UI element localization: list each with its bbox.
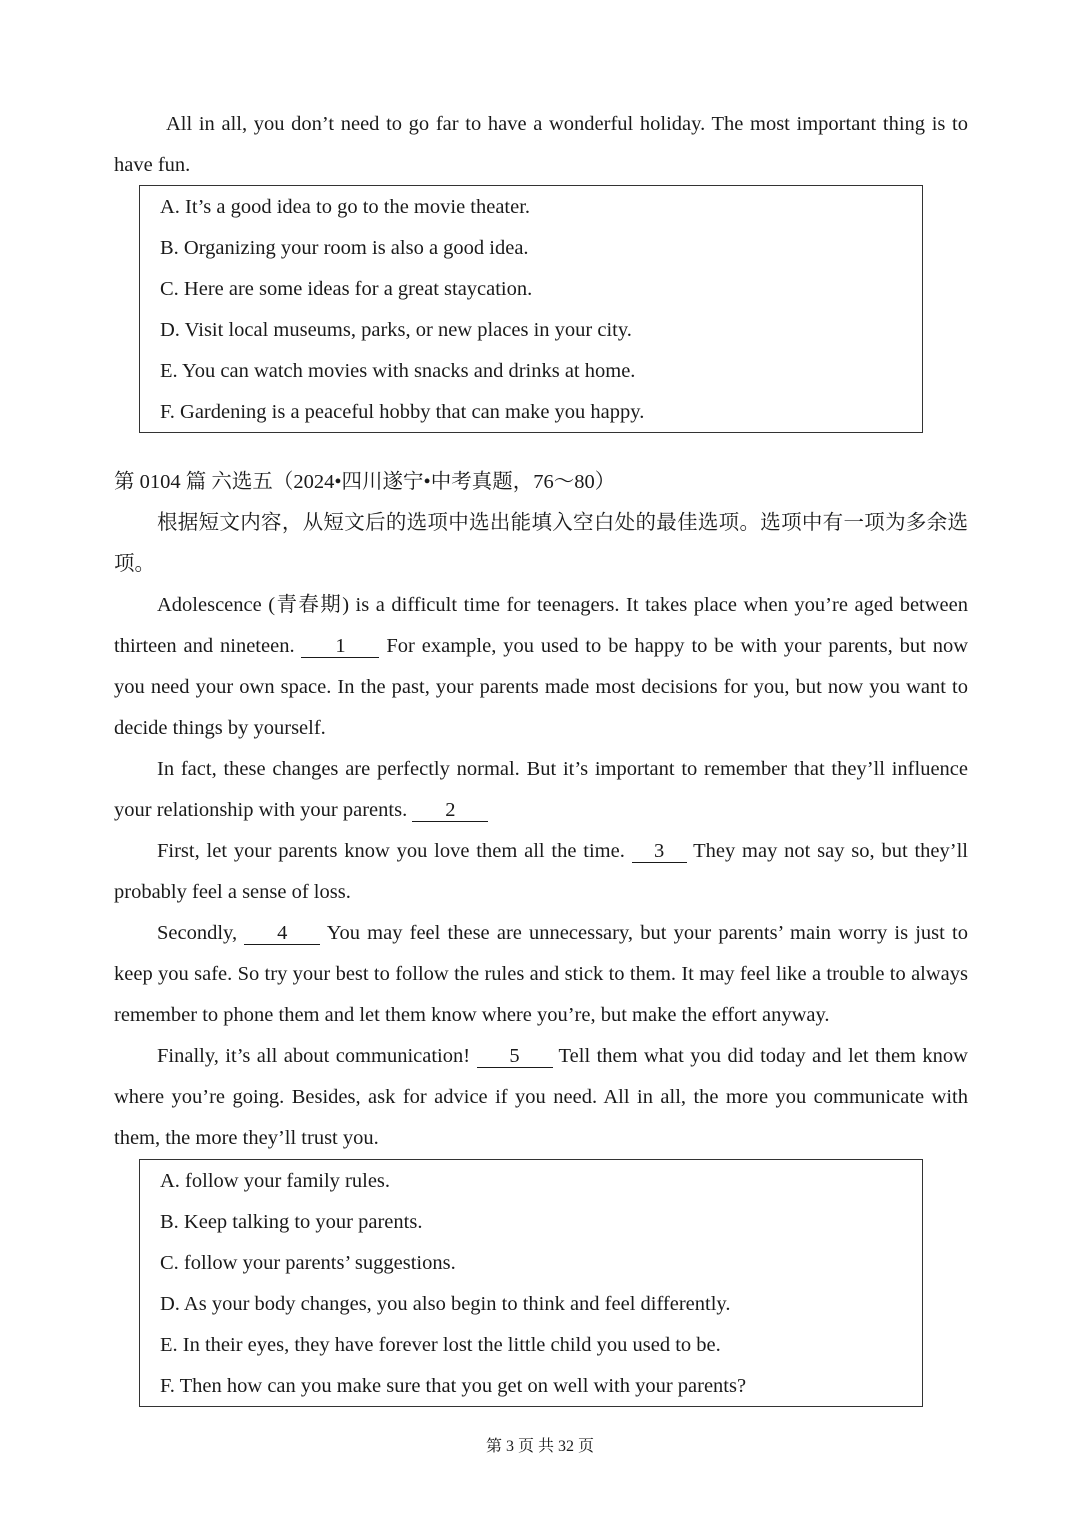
passage-paragraph — [114, 585, 968, 749]
answer-blank-5[interactable]: 5 — [477, 1045, 553, 1068]
answer-blank-4[interactable]: 4 — [244, 922, 320, 945]
instructions: 根据短文内容，从短文后的选项中选出能填入空白处的最佳选项。选项中有一项为多余选项。 — [114, 512, 968, 575]
paragraph-text: First, let your parents know you love them all the time. — [157, 840, 632, 862]
paragraph-text: Tell them what you did today and let them know where you’re going. Besides, ask for advice if you need. All in all, the more you communicate with them, the more they’ll trust you. — [114, 1045, 968, 1149]
answer-blank-2[interactable]: 2 — [412, 799, 488, 822]
option-item: D. Visit local museums, parks, or new places in your city. — [160, 319, 632, 341]
answer-blank-1[interactable]: 1 — [301, 635, 379, 658]
passage-paragraph — [114, 749, 968, 831]
paragraph-text: Secondly, — [157, 922, 245, 944]
paragraph-text: Adolescence (青春期) is a difficult time for teenagers. It takes place when you’re aged between thirteen and nineteen. — [114, 594, 968, 657]
options-box — [139, 1159, 923, 1407]
option-item: F. Then how can you make sure that you get on well with your parents? — [160, 1375, 747, 1397]
paragraph-text: You may feel these are unnecessary, but your parents’ main worry is just to keep you safe. So try your best to follow the rules and stick to them. It may feel like a trouble to always remember to phone them and let them know where you’re, but make the effort anyway. — [114, 922, 968, 1026]
option-item: E. In their eyes, they have forever lost the little child you used to be. — [160, 1334, 721, 1356]
answer-blank-3[interactable]: 3 — [632, 840, 687, 863]
previous-passage-closing: All in all, you don’t need to go far to have a wonderful holiday. The most important thing is to have fun. — [114, 113, 968, 176]
previous-options-box — [139, 185, 923, 433]
passage-paragraph — [114, 831, 968, 913]
option-item: C. follow your parents’ suggestions. — [160, 1252, 456, 1274]
passage-paragraph — [114, 913, 968, 1036]
option-item: A. follow your family rules. — [160, 1170, 391, 1192]
passage-paragraph — [114, 1036, 968, 1159]
option-item: E. You can watch movies with snacks and drinks at home. — [160, 360, 636, 382]
paragraph-text: In fact, these changes are perfectly normal. But it’s important to remember that they’ll influence your relationship with your parents. — [114, 758, 968, 821]
section-title: 第 0104 篇 六选五（2024•四川遂宁•中考真题，76～80） — [114, 471, 616, 493]
option-item: F. Gardening is a peaceful hobby that can make you happy. — [160, 401, 645, 423]
option-item: A. It’s a good idea to go to the movie theater. — [160, 196, 531, 218]
option-item: B. Organizing your room is also a good idea. — [160, 237, 529, 259]
paragraph-text: For example, you used to be happy to be with your parents, but now you need your own space. In the past, your parents made most decisions for you, but now you want to decide things by yourself. — [114, 635, 968, 739]
option-item: C. Here are some ideas for a great staycation. — [160, 278, 533, 300]
option-item: B. Keep talking to your parents. — [160, 1211, 423, 1233]
option-item: D. As your body changes, you also begin to think and feel differently. — [160, 1293, 731, 1315]
paragraph-text: They may not say so, but they’ll probably feel a sense of loss. — [114, 840, 968, 903]
page-footer: 第 3 页 共 32 页 — [485, 1438, 594, 1455]
paragraph-text: Finally, it’s all about communication! — [157, 1045, 477, 1067]
